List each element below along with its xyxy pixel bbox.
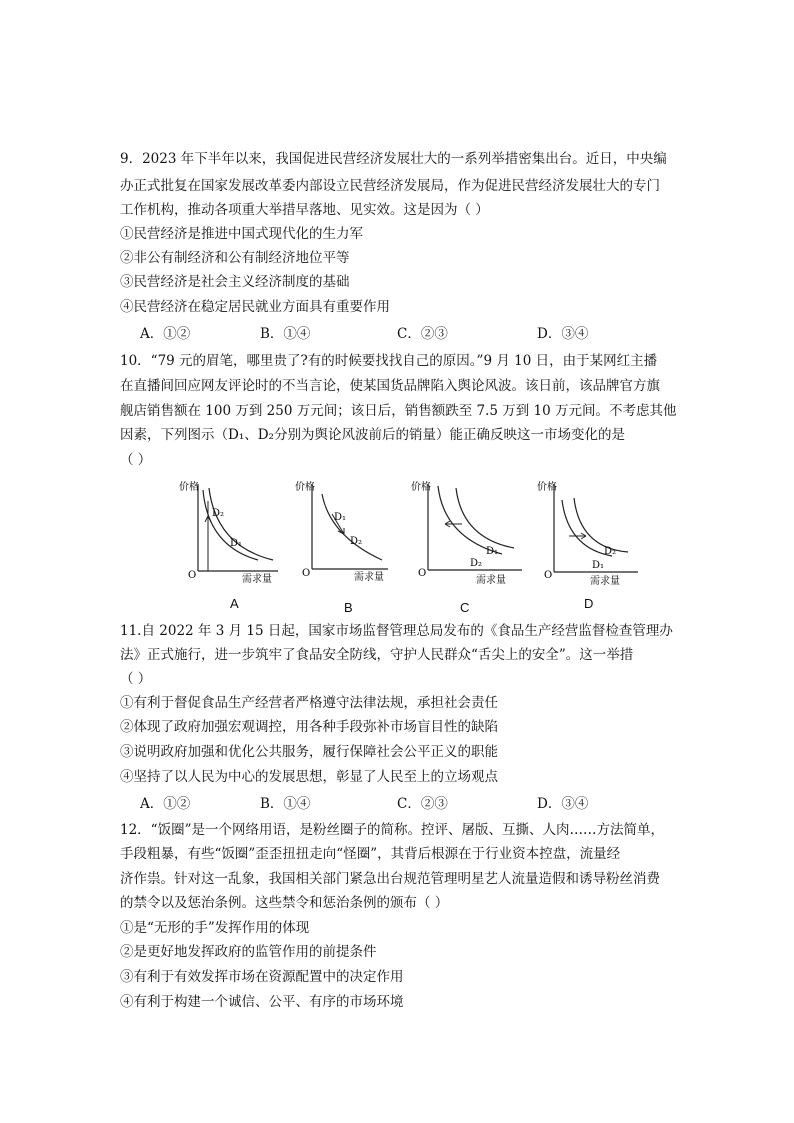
demand-curve-d1 [209,488,273,560]
origin-label: O [302,568,311,579]
q11-statement: ④坚持了以人民为中心的发展思想，彰显了人民至上的立场观点 [120,769,498,785]
d2-label: D₂ [350,536,363,547]
chart-a[interactable] [178,476,288,611]
q9-option-d[interactable]: D．③④ [537,326,589,342]
q11-stem-line: 法》正式施行，进一步筑牢了食品安全防线，守护人民群众“舌尖上的安全”。这一举措 [120,647,634,663]
y-axis-label: 价格 [179,482,199,493]
d2-label: D₂ [604,546,617,557]
demand-curve [322,494,382,560]
q9-statement: ④民营经济在稳定居民就业方面具有重要作用 [120,299,390,315]
demand-curve-d1 [456,488,514,548]
q11-stem-line: 11.自 2022 年 3 月 15 日起，国家市场监督管理总局发布的《食品生产经营监督检查管理办 [120,623,673,639]
d1-label: D₁ [592,560,605,571]
q9-stem-line: 办正式批复在国家发展改革委内部设立民营经济发展局，作为促进民营经济发展壮大的专门 [120,178,660,194]
chart-caption: D [584,596,594,611]
q9-option-b[interactable]: B．①④ [260,326,311,342]
chart-caption: C [460,600,470,615]
x-axis-label: 需求量 [354,572,384,583]
demand-curve-d2 [438,486,502,554]
d1-label: D₁ [334,512,347,523]
y-axis-label: 价格 [537,482,557,493]
q11-statement: ③说明政府加强和优化公共服务，履行保障社会公平正义的职能 [120,744,498,760]
q11-answer-bracket: （ ） [120,671,152,687]
q12-statement: ④有利于构建一个诚信、公平、有序的市场环境 [120,994,404,1010]
q11-option-a[interactable]: A．①② [140,796,191,812]
demand-curve-charts [170,476,640,621]
d1-label: D₁ [486,546,499,557]
q12-statement: ②是更好地发挥政府的监管作用的前提条件 [120,944,377,960]
demand-curve-d2 [574,498,628,552]
chart-b[interactable] [294,476,404,615]
q11-statement: ①有利于督促食品生产经营者严格遵守法律法规，承担社会责任 [120,695,498,711]
q9-stem-line: 9．2023 年下半年以来，我国促进民营经济发展壮大的一系列举措密集出台。近日，中央编 [120,151,667,167]
q12-stem-line: 手段粗暴，有些“饭圈”歪歪扭扭走向“怪圈”，其背后根源在于行业资本控盘，流量经 [120,846,621,862]
origin-label: O [544,570,553,581]
q12-stem-line: 的禁令以及惩治条例。这些禁令和惩治条例的颁布（ ） [120,895,449,911]
y-axis-label: 价格 [295,482,315,493]
q11-option-b[interactable]: B．①④ [260,796,311,812]
q9-option-a[interactable]: A．①② [140,326,191,342]
y-axis-label: 价格 [411,482,431,493]
x-axis-label: 需求量 [242,574,272,585]
d2-label: D₂ [470,558,483,569]
q9-statement: ③民营经济是社会主义经济制度的基础 [120,274,350,290]
q10-answer-bracket: （ ） [120,452,152,468]
origin-label: O [418,568,427,579]
q10-stem-line: 因素，下列图示（D₁、D₂分别为舆论风波前后的销量）能正确反映这一市场变化的是 [120,427,625,443]
q10-stem-line: 舰店销售额在 100 万到 250 万元间；该日后，销售额跌至 7.5 万到 10 万元间。不考虑其他 [120,403,677,419]
d1-label: D₁ [230,538,243,549]
d2-label: D₂ [212,508,225,519]
q9-statement: ①民营经济是推进中国式现代化的生力军 [120,226,363,242]
q12-stem-line: 12．“饭圈”是一个网络用语，是粉丝圈子的简称。控评、屠版、互撕、人肉……方法简单， [120,822,664,838]
q9-option-c[interactable]: C．②③ [397,326,448,342]
x-axis-label: 需求量 [590,576,620,587]
q10-stem-line: 在直播间回应网友评论时的不当言论，使某国货品牌陷入舆论风波。该日前，该品牌官方旗 [120,378,660,394]
q9-statement: ②非公有制经济和公有制经济地位平等 [120,250,350,266]
q12-stem-line: 济作祟。针对这一乱象，我国相关部门紧急出台规范管理明星艺人流量造假和诱导粉丝消费 [120,871,660,887]
chart-caption: A [230,596,239,611]
chart-c[interactable] [410,476,530,615]
q12-statement: ③有利于有效发挥市场在资源配置中的决定作用 [120,969,404,985]
q9-stem-line: 工作机构，推动各项重大举措早落地、见实效。这是因为（ ） [120,202,489,218]
chart-caption: B [344,600,353,615]
q10-stem-line: 10．“79 元的眉笔，哪里贵了?有的时候要找找自己的原因。”9 月 10 日，由于某网红主播 [120,353,658,369]
chart-d[interactable] [536,476,646,611]
origin-label: O [188,570,197,581]
q11-option-c[interactable]: C．②③ [397,796,448,812]
q11-option-d[interactable]: D．③④ [537,796,589,812]
q12-statement: ①是“无形的手”发挥作用的体现 [120,920,310,936]
q11-statement: ②体现了政府加强宏观调控，用各种手段弥补市场盲目性的缺陷 [120,719,498,735]
x-axis-label: 需求量 [476,575,506,586]
